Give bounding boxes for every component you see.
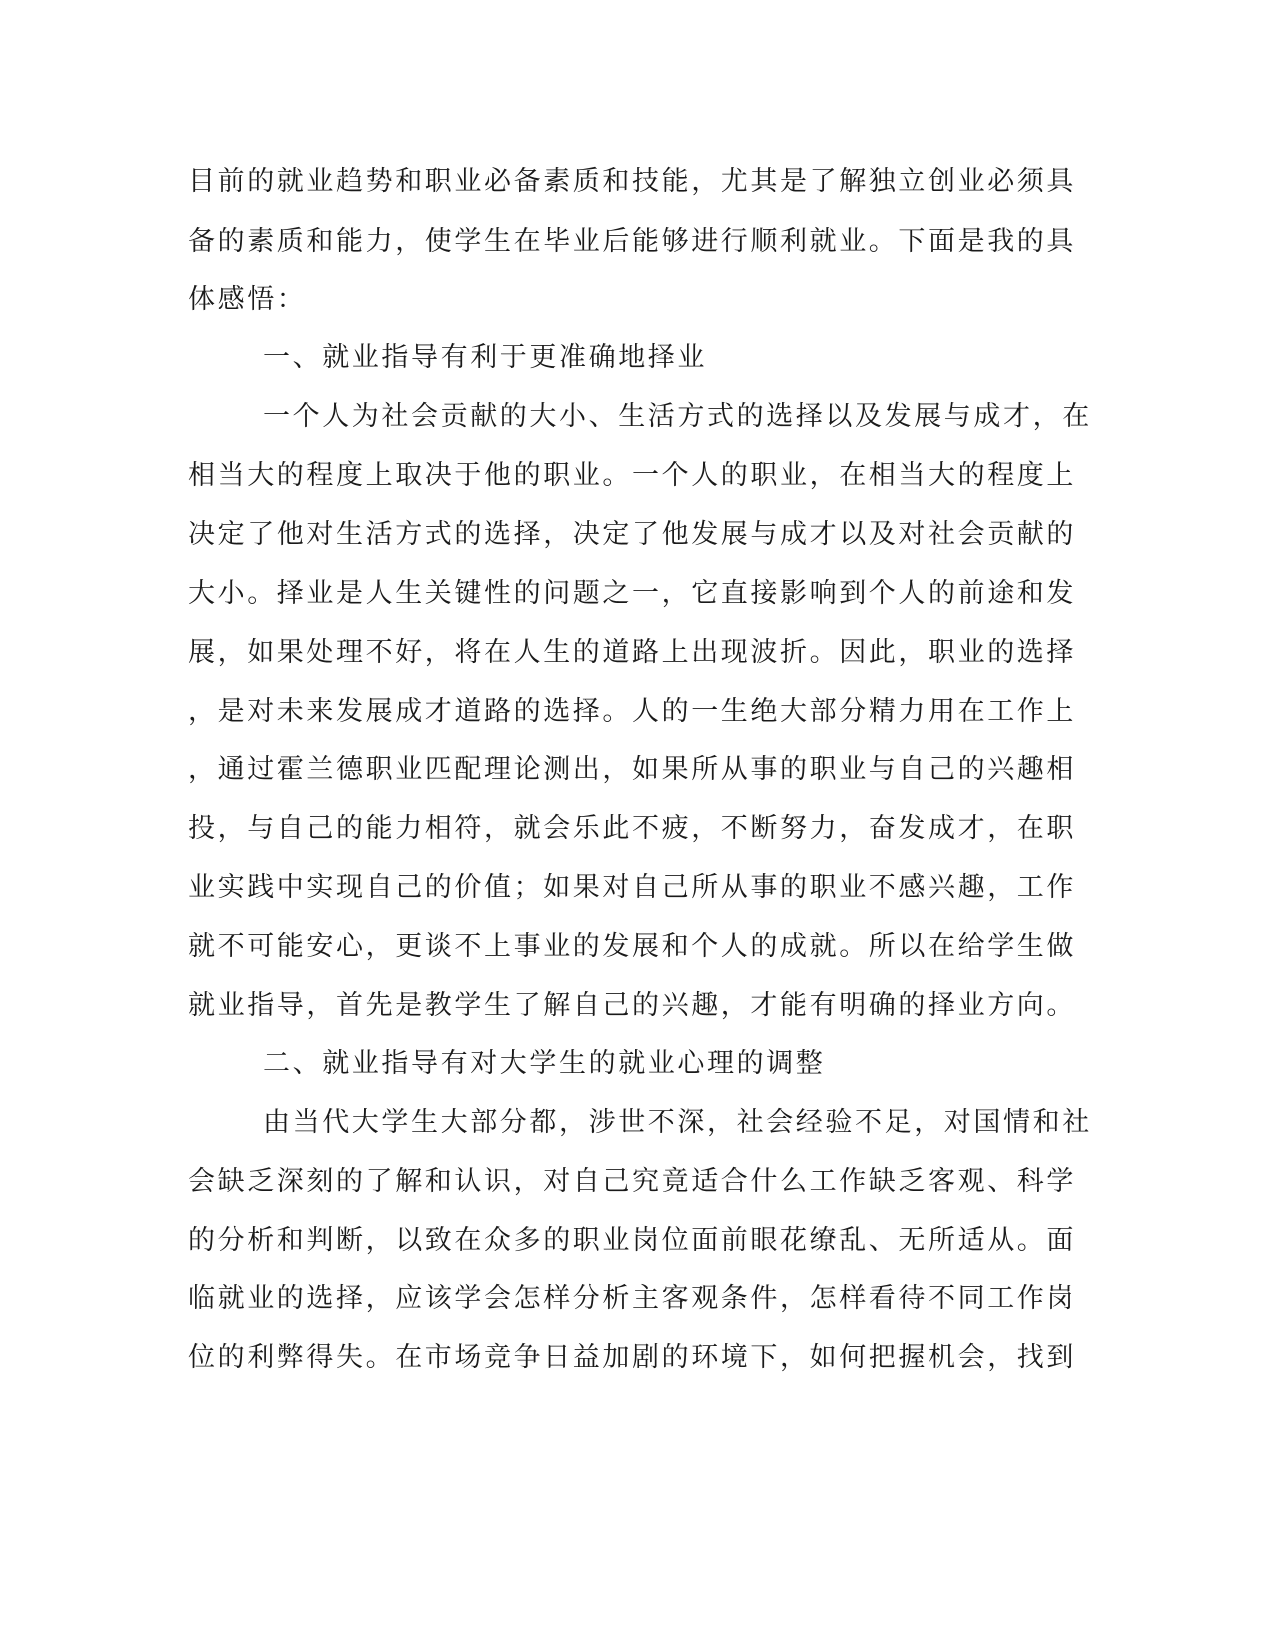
paragraph-start: 由当代大学生大部分都，涉世不深，社会经验不足，对国情和社 bbox=[263, 1107, 1092, 1138]
body-text-line: 就业指导，首先是教学生了解自己的兴趣，才能有明确的择业方向。 bbox=[188, 990, 1076, 1021]
body-text-line: 展，如果处理不好，将在人生的道路上出现波折。因此，职业的选择 bbox=[188, 637, 1076, 668]
body-text-line: 业实践中实现自己的价值；如果对自己所从事的职业不感兴趣，工作 bbox=[188, 872, 1076, 903]
body-text-line: 体感悟： bbox=[188, 284, 307, 315]
body-text-line: 的分析和判断，以致在众多的职业岗位面前眼花缭乱、无所适从。面 bbox=[188, 1225, 1076, 1256]
paragraph-start: 一个人为社会贡献的大小、生活方式的选择以及发展与成才，在 bbox=[263, 401, 1092, 432]
body-text-line: ，通过霍兰德职业匹配理论测出，如果所从事的职业与自己的兴趣相 bbox=[188, 754, 1076, 785]
section-heading-1: 一、就业指导有利于更准确地择业 bbox=[263, 342, 707, 373]
body-text-line: 投，与自己的能力相符，就会乐此不疲，不断努力，奋发成才，在职 bbox=[188, 813, 1076, 844]
section-heading-2: 二、就业指导有对大学生的就业心理的调整 bbox=[263, 1048, 826, 1079]
body-text-line: 位的利弊得失。在市场竞争日益加剧的环境下，如何把握机会，找到 bbox=[188, 1342, 1076, 1373]
body-text-line: 决定了他对生活方式的选择，决定了他发展与成才以及对社会贡献的 bbox=[188, 519, 1076, 550]
body-text-line: 目前的就业趋势和职业必备素质和技能，尤其是了解独立创业必须具 bbox=[188, 166, 1076, 197]
body-text-line: 就不可能安心，更谈不上事业的发展和个人的成就。所以在给学生做 bbox=[188, 931, 1076, 962]
body-text-line: ，是对未来发展成才道路的选择。人的一生绝大部分精力用在工作上 bbox=[188, 696, 1076, 727]
body-text-line: 大小。择业是人生关键性的问题之一，它直接影响到个人的前途和发 bbox=[188, 578, 1076, 609]
body-text-line: 临就业的选择，应该学会怎样分析主客观条件，怎样看待不同工作岗 bbox=[188, 1283, 1076, 1314]
body-text-line: 相当大的程度上取决于他的职业。一个人的职业，在相当大的程度上 bbox=[188, 460, 1076, 491]
body-text-line: 会缺乏深刻的了解和认识，对自己究竟适合什么工作缺乏客观、科学 bbox=[188, 1166, 1076, 1197]
body-text-line: 备的素质和能力，使学生在毕业后能够进行顺利就业。下面是我的具 bbox=[188, 226, 1076, 257]
